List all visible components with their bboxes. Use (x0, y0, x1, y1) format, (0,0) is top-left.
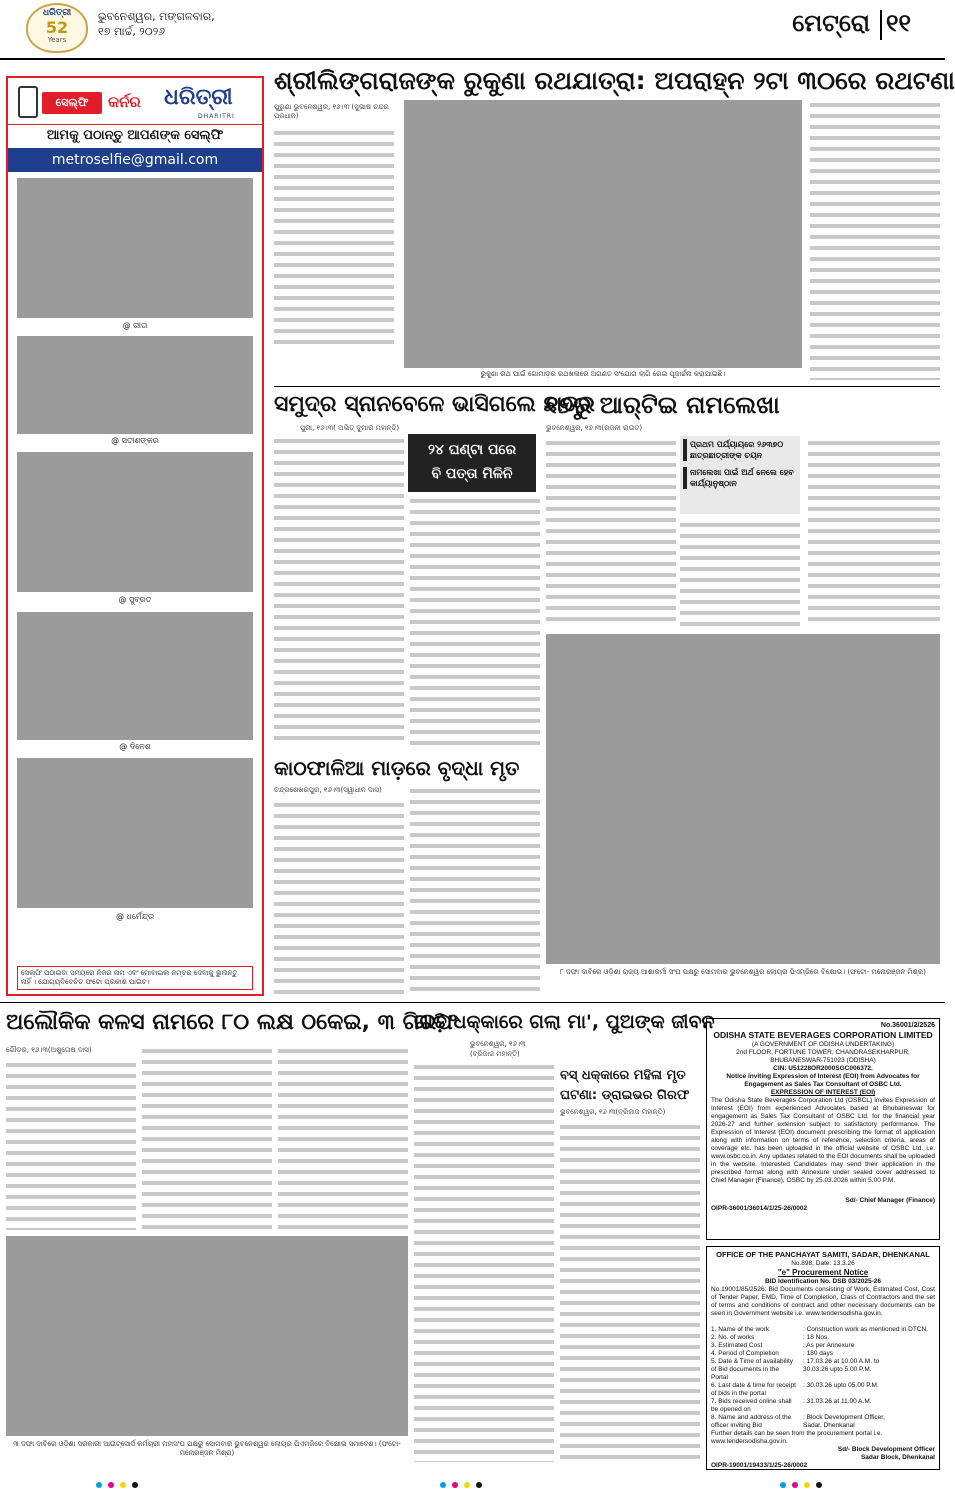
kathafalia-body (274, 800, 404, 996)
section-rule (0, 1002, 945, 1003)
panchayat-further: Further details can be seen from the procurement portal i.e. www.tendersodisha.gov.in. (711, 1430, 883, 1445)
osbc-address2: BHUBANESWAR-751023 (ODISHA) (770, 1057, 876, 1064)
bus-headline: ବସ୍ ଧକ୍କାରେ ମହିଳା ମୃତ (560, 1068, 686, 1083)
badge-logo: ଧରିତ୍ରୀ (42, 8, 72, 18)
dateline-date: ୧୭ ମାର୍ଚ୍ଚ, ୨୦୨୬ (98, 25, 166, 38)
registration-dot (440, 1482, 446, 1488)
panchayat-table (711, 1326, 935, 1430)
selfie-caption: @ ଦିନେଶ (119, 742, 151, 751)
kalas-byline: ଗୌଡ଼ର, ୧୬।୩(ଅଶୁତୋଷ ଦାସ) (6, 1046, 92, 1054)
selfie-caption: @ ସତୀଶଙ୍କର (111, 436, 159, 445)
drown-box-line1: ୨୪ ଘଣ୍ଟା ପରେ (427, 442, 517, 458)
masthead (0, 0, 945, 60)
kalas-headline: ଅଲୌକିକ କଳସ ନାମରେ ୮୦ ଲକ୍ଷ ଠକେଇ, ୩ ଗିରଫ (6, 1010, 458, 1035)
registration-dot (452, 1482, 458, 1488)
registration-marks (0, 1478, 945, 1492)
kalas-body (6, 1060, 136, 1230)
registration-dot (816, 1482, 822, 1488)
rte-body (546, 438, 676, 628)
osbc-body: The Odisha State Beverages Corporation Ltd (OSBCL) invites Expression of Interest (EOI) from experienced Advocates based at Bhubaneswar for engagement as Sales Tax Consultant of OSBC Ltd. for the financial year 2026-27 and further extension subject to satisfactory performance. The Expression of Interest (EOI) document prescribing the format of application along with information on terms of reference, selection criteria, areas of coverage etc. has been uploaded in the official website of OSBC Ltd. i.e. www.osbc.co.in. Any updates related to the EOI documents shall be uploaded in the website. Interested Candidates may send their application in the prescribed format along with Annexure under sealed cover addressed to Chief Manager (Finance), OSBC by 25.03.2026 within 5.00 P.M. (711, 1097, 935, 1184)
rath-body (274, 128, 394, 348)
accident-body (414, 1062, 554, 1462)
drown-byline: ପୁରୀ, ୧୬।୩( ଅଭିତ୍ ଦୁମାର ମହାନ୍ତି) (300, 424, 400, 432)
rath-photo-caption: ରୁକୁଣା ରଥ ପାଇଁ ଗୋମାଡ଼ର ରଥଖଳାରେ ଅଗଣତ ସଂଯୋଗ ଲାଗି ରେଇ ପୂଜାର୍ଚ୍ଚନା କରାଯାଇଛି। (480, 370, 726, 378)
selfie-photo (17, 612, 253, 740)
accident-byline-city: ଭୁବନେଶ୍ୱର, ୧୬।୩ (470, 1040, 526, 1048)
brand-sub: DHARITRI (198, 113, 235, 120)
rath-body-right (810, 100, 940, 380)
selfie-photo (17, 336, 253, 434)
panchayat-row: Portal (711, 1374, 728, 1381)
badge-number: 52 (45, 18, 69, 37)
kathafalia-body-2 (410, 786, 540, 996)
rath-photo (404, 100, 802, 368)
section-label: ମେଟ୍ରୋ (792, 9, 870, 37)
selfie-photo (17, 452, 253, 592)
section-divider (880, 10, 882, 40)
bus-subhead: ଘଟଣା: ଡ୍ରାଇଭର ଗିରଫ (560, 1088, 690, 1103)
dateline-city: ଭୁବନେଶ୍ୱର, ମଙ୍ଗଳବାର, (98, 10, 215, 23)
panchayat-row: 4. Period of Completion : 180 days (711, 1350, 833, 1357)
selfie-brand (14, 82, 258, 122)
registration-dot (120, 1482, 126, 1488)
osbc-notice2: Engagement as Sales Tax Consultant of OSBC Ltd. (744, 1081, 902, 1088)
rath-byline: ପୁରୁଣା ଭୁବନେଶ୍ୱର, ୧୬।୩ (ସୁଭାଷ ଚନ୍ଦ୍ର ପ୍ରଧାନ) (274, 103, 389, 120)
rath-headline: ଶ୍ରୀଲିଙ୍ଗରାଜଙ୍କ ରୁକୁଣା ରଥଯାତ୍ରା: ଅପରାହ୍ନ ୨ଟା ୩୦ରେ ରଥଟଣା (274, 66, 955, 95)
brand-paper: ଧରିତ୍ରୀ (164, 85, 233, 110)
osbc-oipr: OIPR-36001/36014/1/25-26/0002 (711, 1205, 808, 1212)
registration-dot (108, 1482, 114, 1488)
panchayat-signatory2: Sadar Block, Dhenkanal (860, 1454, 935, 1461)
osbc-notice1: Notice inviting Expression of Interest (EOI) from Advocates for (726, 1073, 920, 1080)
page-number: ୧୧ (886, 9, 912, 37)
panchayat-row: of Bid documents in the 30.03.26 upto 5.00 P.M. (711, 1366, 872, 1373)
osbc-title: ODISHA STATE BEVERAGES CORPORATION LIMITED (713, 1030, 933, 1040)
selfie-corner (6, 76, 264, 996)
dateline (98, 9, 258, 39)
selfie-footer-note: ସେଲ୍ଫି ପଠାଇବା ସମୟରେ ନିଜର ନାମ ଏବଂ ମୋବାଇଲ ନମ୍ବର ଦେବାକୁ ଭୁଲନ୍ତୁ ନାହିଁ । ଯୋଗ୍ୟବିବେଚିତ ଫଟୋ ପ୍ରକାଶ ପାଇବ। (17, 966, 253, 990)
drown-box-line2: ବି ପତ୍ତା ମିଳିନି (431, 466, 513, 482)
panchayat-row: officer inviting Bid Sadar, Dhenkanal (711, 1422, 855, 1429)
panchayat-row: be opened on (711, 1406, 751, 1413)
selfie-tagline: ଆମକୁ ପଠାନ୍ତୁ ଆପଣଙ୍କ ସେଲ୍ଫି (8, 124, 262, 147)
panchayat-intro: No.19001/85/2526: Bid Documents consisting of Work, Estimated Cost, Cost of Tender Paper, EMD, Time of Completion, Class of Contractors and the set of terms and conditions of contract and other necessary documents can be seen in Government website i.e. www.tendersodisha.gov.in. (711, 1286, 935, 1317)
osbc-eoi-title: EXPRESSION OF INTEREST (EOI) (770, 1089, 876, 1096)
kalas-body-2 (142, 1046, 272, 1230)
rte-body-3 (808, 438, 940, 628)
selfie-photo (17, 758, 253, 908)
selfie-caption: @ ଧର୍ମେନ୍ଦ୍ର (115, 912, 155, 921)
osbc-address1: 2nd FLOOR, FORTUNE TOWER, CHANDRASEKHARPUR, (736, 1049, 910, 1056)
selfie-email[interactable]: metroselfie@gmail.com (8, 148, 262, 172)
drown-body (274, 436, 404, 746)
accident-byline-name: (ବ୍ରିଜାଜ ମହାନ୍ତି) (470, 1050, 520, 1058)
registration-dot (792, 1482, 798, 1488)
drown-headline: ସମୁଦ୍ର ସ୍ନାନବେଳେ ଭାସିଗଲେ ଛାତ୍ର (274, 392, 595, 417)
panchayat-row: of bids in the portal (711, 1390, 766, 1397)
osbc-ref: No.36001/2/2526 (880, 1022, 935, 1029)
panchayat-row: 5. Date & Time of availability : 17.03.26 at 10.00 A.M. to (711, 1358, 880, 1365)
selfie-caption: @ ସୁବ୍ରତ (118, 595, 152, 604)
bus-byline: ଭୁବନେଶ୍ୱର, ୧୬।୩(ବ୍ରିଜାଜ ମହାନ୍ତି) (560, 1108, 666, 1116)
panchayat-letter: No.898, Date: 13.3.26 (791, 1260, 855, 1267)
registration-dot (804, 1482, 810, 1488)
registration-dot (476, 1482, 482, 1488)
kalas-photo-caption: ୩ ଦଫା ଦାବିରେ ଓଡ଼ିଶା ସରକାରୀ ଆଉଟ୍‌ସୋର୍ସ କର୍ମଚାରୀ ମହାସଂଘ ପକ୍ଷରୁ ସୋମବାର ଭୁବନେଶ୍ୱର ଲୋୟର ପିଏମ୍‌ଜିରେ ବିକ୍ଷୋଭ ସମାବେଶ। (ଫଟୋ- ମନୋରଞ୍ଜନ ମିଶ୍ର) (13, 1440, 401, 1457)
anniversary-badge (26, 3, 88, 53)
rte-photo (546, 634, 940, 964)
kathafalia-byline: ଚନ୍ଦ୍ରଶେଖରପୁର, ୧୬।୩(ସ୍ୱାଧୀନ ଦାସ) (274, 786, 382, 794)
osbc-signatory: Sd/- Chief Manager (Finance) (845, 1197, 935, 1204)
rte-body-2 (680, 520, 800, 628)
panchayat-notice-title: "e" Procurement Notice (777, 1268, 869, 1277)
drown-body-2 (410, 496, 540, 746)
panchayat-row: 3. Estimated Cost : As per Annexure (711, 1342, 855, 1349)
kalas-body-3 (278, 1046, 408, 1230)
panchayat-signatory1: Sd/- Block Development Officer (837, 1446, 935, 1453)
brand-selfie-tag: ସେଲ୍ଫି (42, 92, 102, 114)
rte-photo-caption: ୮ ଦଫା ଦାବିରେ ଓଡ଼ିଶା ରାଜ୍ୟ ଆଶାକର୍ମୀ ସଂଘ ପକ୍ଷରୁ ସୋମବାର ଭୁବନେଶ୍ୱର ଲୋୟର ପିଏମ୍‌ଜିରେ ବିକ୍ଷୋଭ। (ଫଟୋ- ମନୋରଞ୍ଜନ ମିଶ୍ର) (560, 968, 926, 976)
rte-bullet-box (680, 436, 800, 514)
registration-dot (132, 1482, 138, 1488)
accident-headline: ଗାଡ଼ି ଧକ୍କାରେ ଗଲା ମା', ପୁଅଙ୍କ ଜୀବନ (414, 1011, 715, 1033)
panchayat-bid-id: BID Identification No. DSB 03/2025-26 (765, 1278, 881, 1285)
bus-body (560, 1122, 700, 1462)
brand-corner: କର୍ନର (108, 93, 141, 111)
panchayat-row: 1. Name of the work : Construction work as mentioned in DTCN. (711, 1326, 928, 1333)
rte-byline: ଭୁବନେଶ୍ୱର, ୧୬।୩(ରଜନୀ ରାଉତ) (546, 424, 643, 432)
panchayat-row: 2. No. of works : 18 Nos. (711, 1334, 830, 1341)
badge-years: Years (47, 36, 67, 44)
masthead-rule (0, 58, 945, 60)
panchayat-ad (706, 1246, 940, 1470)
section-rule (274, 386, 940, 387)
rte-headline: ୧୭ରୁ ଆର୍‌ଟିଇ ନାମଲେଖା (546, 391, 780, 419)
rte-bullet-2: ନାମଲେଖା ପାଇଁ ଅର୍ଥ ନେଲେ ହେବ କାର୍ଯ୍ୟାନୁଷ୍ଠାନ (683, 467, 797, 489)
registration-dot (96, 1482, 102, 1488)
registration-dot (780, 1482, 786, 1488)
osbc-ad (706, 1018, 940, 1240)
kalas-photo (6, 1236, 408, 1436)
panchayat-row: 7. Bids received online shall : 31.03.26 at 11.00 A.M. (711, 1398, 872, 1405)
rte-bullet-1: ପ୍ରଥମ ପର୍ଯ୍ୟାୟରେ ୨୬୩୭୦ ଛାତ୍ରଛାତ୍ରୀଙ୍କ ଚୟନ (683, 439, 797, 461)
kathafalia-headline: କାଠଫାଳିଆ ମାଡ଼ରେ ବୃଦ୍ଧା ମୃତ (274, 756, 520, 780)
phone-icon (18, 86, 38, 118)
drown-box (408, 434, 536, 492)
panchayat-row: 6. Last date & time for receipt : 30.03.26 upto 05.00 P.M. (711, 1382, 879, 1389)
panchayat-oipr: OIPR-19001/19433/1/25-26/0002 (711, 1462, 808, 1469)
registration-dot (464, 1482, 470, 1488)
panchayat-title: OFFICE OF THE PANCHAYAT SAMITI, SADAR, DHENKANAL (716, 1250, 930, 1259)
selfie-photo (17, 178, 253, 318)
osbc-sub: (A GOVERNMENT OF ODISHA UNDERTAKING) (751, 1041, 895, 1048)
osbc-cin: CIN: U51228OR2000SGC006372. (773, 1065, 873, 1072)
panchayat-row: 8. Name and address of the : Block Development Officer, (711, 1414, 885, 1421)
selfie-caption: @ ରୀତା (122, 321, 148, 330)
